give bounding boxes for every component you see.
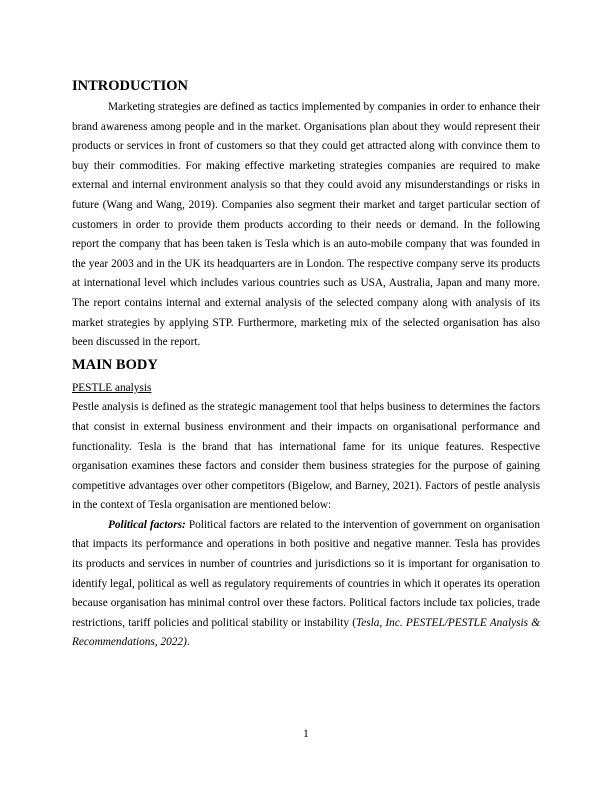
main-body-heading: MAIN BODY <box>72 356 158 373</box>
political-factors-paragraph <box>72 516 540 653</box>
pestle-paragraph: Pestle analysis is defined as the strategic management tool that helps business to determines the factors that consist in external business environment and their impacts on organisational performance and functionality. Tesla is the brand that has international fame for its unique features. Respective organisation examines these factors and consider them business strategies for the purpose of gaining competitive advantages over other competitors (Bigelow, and Barney, 2021). Factors of pestle analysis in the context of Tesla organisation are mentioned below: <box>72 401 540 512</box>
page-number: 1 <box>303 728 309 740</box>
introduction-heading: INTRODUCTION <box>72 78 189 94</box>
political-factors-label: Political factors: <box>108 518 186 531</box>
pestle-subheading: PESTLE analysis <box>72 381 152 394</box>
introduction-paragraph: Marketing strategies are defined as tactics implemented by companies in order to enhance their brand awareness among people and in the market. Organisations plan about they would represent their products or services in front of customers so that they could get attracted along with convince them to buy their commodities. For making effective marketing strategies companies are required to make external and internal environment analysis so that they could avoid any misunderstandings or risks in future (Wang and Wang, 2019). Companies also segment their market and target particular section of customers in order to provide them products according to their needs or demand. In the following report the company that has been taken is Tesla which is an auto-mobile company that was founded in the year 2003 and in the UK its headquarters are in London. The respective company serve its products at international level which includes various countries such as USA, Australia, Japan and many more. The report contains internal and external analysis of the selected company along with analysis of its market strategies by applying STP. Furthermore, marketing mix of the selected organisation has also been discussed in the report. <box>72 101 540 349</box>
political-factors-text: Political factors are related to the intervention of government on organisation that impacts its performance and operations in both positive and negative manner. Tesla has provides its products and services in number of countries and jurisdictions so it is important for organisation to identify legal, political as well as regulatory requirements of countries in which it operates its operation because organisation has minimal control over these factors. Political factors include tax policies, trade restrictions, tariff policies and political stability or instability ( <box>72 518 540 629</box>
political-factors-end: . <box>186 636 190 649</box>
political-factors-citation: Tesla, Inc. PESTEL/PESTLE Analysis & Recommendations, 2022) <box>72 616 540 649</box>
document-page <box>72 76 540 653</box>
